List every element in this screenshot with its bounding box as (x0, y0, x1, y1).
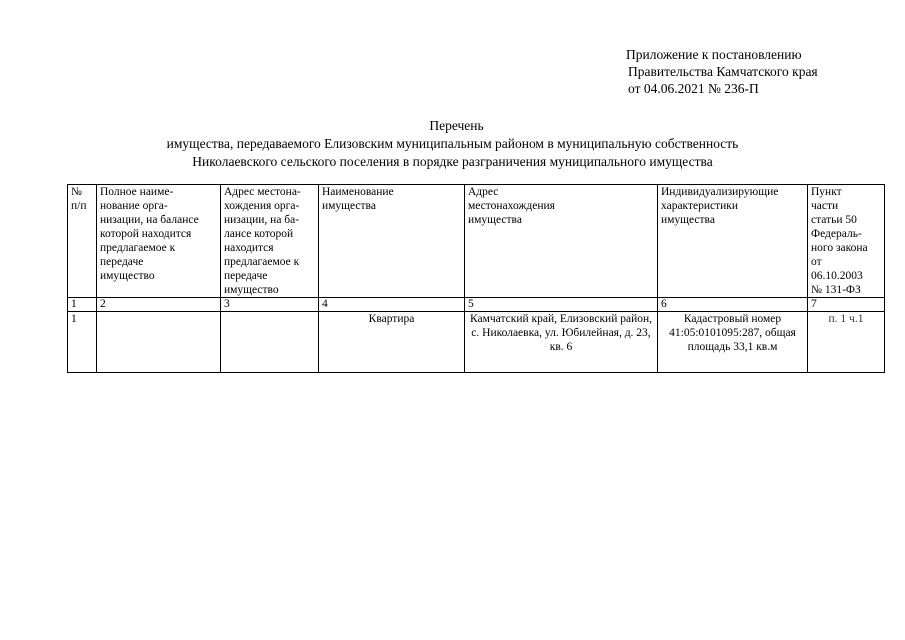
table-row (68, 312, 885, 373)
title-line-1: Перечень (429, 118, 484, 133)
row-number: 1 (68, 312, 97, 373)
column-number: 1 (68, 298, 97, 312)
header-number: № п/п (68, 185, 97, 298)
header-law-reference: Пункт части статьи 50 Федераль- ного закона от 06.10.2003 № 131-ФЗ (808, 185, 885, 298)
document-title (0, 117, 905, 171)
appendix-header (626, 46, 818, 97)
header-org-address: Адрес местона- хождения орга- низации, на ба- лансе которой находится предлагаемое к передаче имущество (221, 185, 319, 298)
row-property-address: Камчатский край, Елизовский район, с. Николаевка, ул. Юбилейная, д. 23, кв. 6 (465, 312, 658, 373)
header-org-name: Полное наиме- нование орга- низации, на балансе которой находится предлагаемое к передаче имущество (97, 185, 221, 298)
column-number: 3 (221, 298, 319, 312)
column-number: 7 (808, 298, 885, 312)
header-characteristics: Индивидуализирующие характеристики имущества (658, 185, 808, 298)
title-line-3: Николаевского сельского поселения в порядке разграничения муниципального имущества (192, 154, 713, 169)
property-table (67, 184, 885, 373)
appendix-line-3: от 04.06.2021 № 236-П (628, 81, 759, 96)
row-org-address (221, 312, 319, 373)
column-number: 4 (319, 298, 465, 312)
row-law-reference: п. 1 ч.1 (808, 312, 885, 373)
header-property-name: Наименование имущества (319, 185, 465, 298)
header-property-address: Адрес местонахождения имущества (465, 185, 658, 298)
column-number: 2 (97, 298, 221, 312)
row-org-name (97, 312, 221, 373)
appendix-line-1: Приложение к постановлению (626, 47, 802, 62)
appendix-line-2: Правительства Камчатского края (628, 64, 818, 79)
column-number: 5 (465, 298, 658, 312)
title-line-2: имущества, передаваемого Елизовским муниципальным районом в муниципальную собственность (166, 136, 739, 151)
column-number: 6 (658, 298, 808, 312)
row-property-name: Квартира (319, 312, 465, 373)
row-characteristics: Кадастровый номер 41:05:0101095:287, общая площадь 33,1 кв.м (658, 312, 808, 373)
table-number-row (68, 298, 885, 312)
table-header-row (68, 185, 885, 298)
